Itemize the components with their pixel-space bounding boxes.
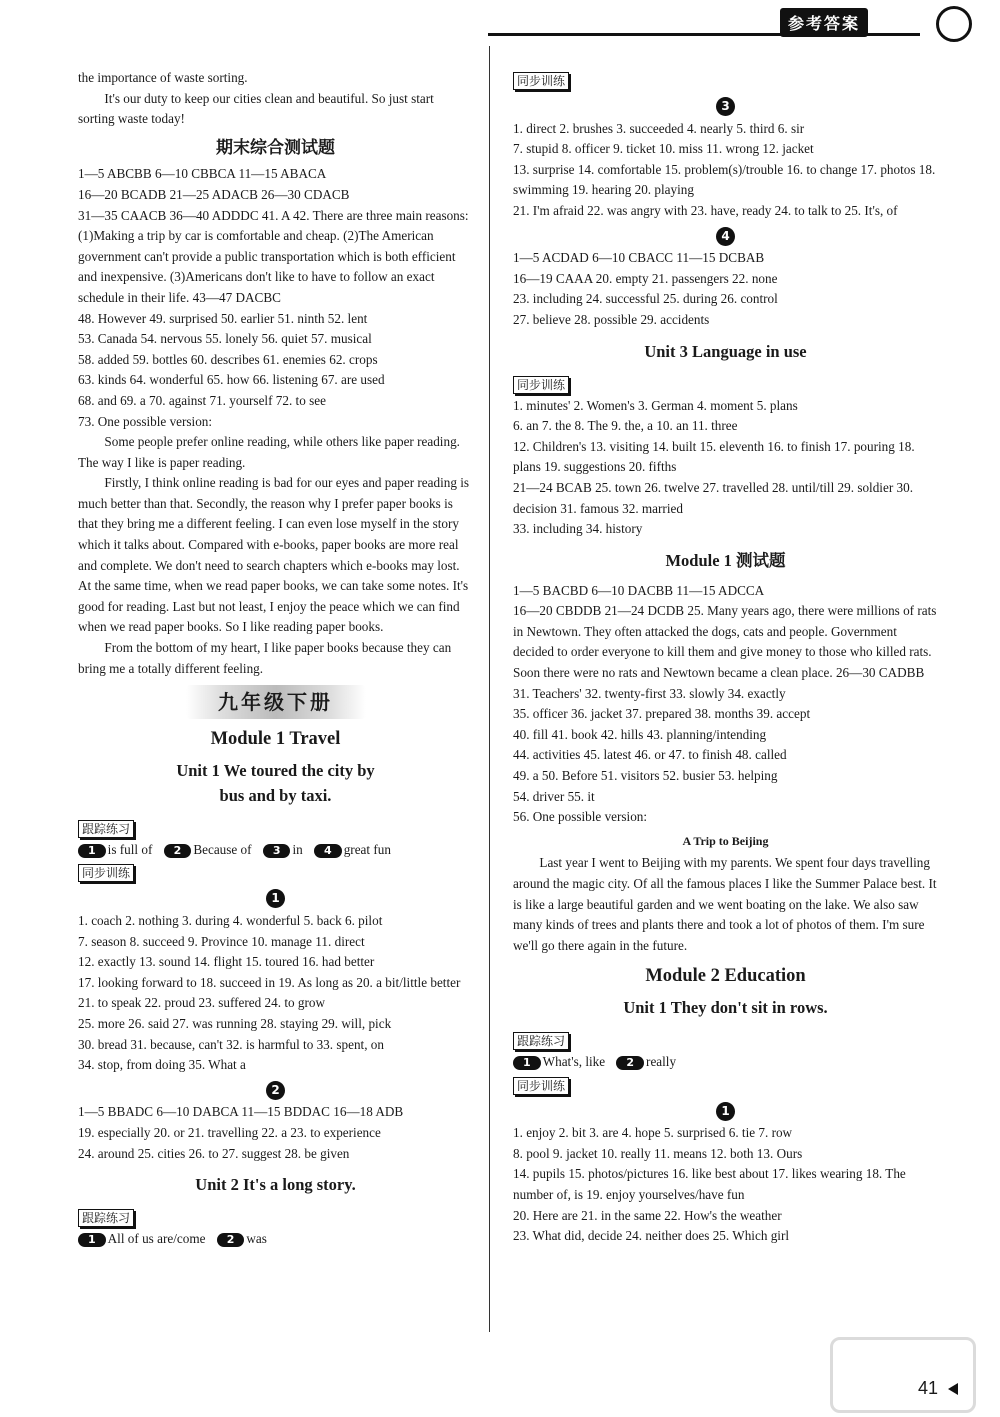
- answer-line: 1—5 BACBD 6—10 DACBB 11—15 ADCCA: [513, 582, 765, 598]
- intro-line: the importance of waste sorting.: [78, 70, 248, 85]
- answer-line: 30. bread 31. because, can't 32. is harmful to 33. spent, on: [78, 1036, 384, 1052]
- header-badge: [780, 6, 980, 40]
- module-test-title: Module 1 测试题: [665, 550, 786, 570]
- answer-line: 23. What did, decide 24. neither does 25. Which girl: [513, 1228, 790, 1244]
- answer-line: 49. a 50. Before 51. visitors 52. busier 53. helping: [513, 768, 778, 784]
- answer-text: What's, like: [542, 1053, 606, 1069]
- answer-text: in: [292, 841, 303, 857]
- track-practice-tag: 跟踪练习: [78, 1209, 134, 1227]
- essay-paragraph: Firstly, I think online reading is bad for our eyes and paper reading is much better than that. Secondly, the reason why I prefer paper books is that they bring me a different feeling. I can even lose myself in the story which it talks about. Compared with e-books, paper books are more real and complete. We don't need to search chapters which e-books may lost. At the same time, when we read paper books, we can take some notes. It's good for reading. Last but not least, I enjoy the peace which we can find when we read paper books. So I like reading paper books.: [78, 475, 470, 635]
- number-pill: 4: [314, 844, 342, 858]
- answer-line: 44. activities 45. latest 46. or 47. to finish 48. called: [513, 747, 787, 763]
- answer-text: really: [646, 1053, 677, 1069]
- track-answers: [78, 1229, 473, 1250]
- answer-text: All of us are/come: [107, 1231, 206, 1247]
- column-divider: [489, 46, 490, 1332]
- answer-line: 68. and 69. a 70. against 71. yourself 72. to see: [78, 392, 326, 408]
- answer-line: 1—5 ABCBB 6—10 CBBCA 11—15 ABACA: [78, 166, 327, 182]
- answer-line: 7. stupid 8. officer 9. ticket 10. miss 11. wrong 12. jacket: [513, 141, 814, 157]
- answer-line: 16—20 BCADB 21—25 ADACB 26—30 CDACB: [78, 186, 350, 202]
- answer-line: 12. Children's 13. visiting 14. built 15. eleventh 16. to finish 17. pouring 18. plans 19. suggestions 20. fifths: [513, 438, 915, 475]
- unit-title: Unit 1 They don't sit in rows.: [623, 997, 828, 1017]
- grade-banner: 九年级下册: [186, 685, 366, 719]
- answer-line: 14. pupils 15. photos/pictures 16. like best about 17. likes wearing 18. The number of, is 19. enjoy yourselves/have fun: [513, 1166, 906, 1202]
- section-number: [513, 1101, 938, 1122]
- track-answers: [78, 840, 473, 861]
- answer-line: 12. exactly 13. sound 14. flight 15. toured 16. had better: [78, 954, 375, 970]
- answer-line: 8. pool 9. jacket 10. really 11. means 12. both 13. Ours: [513, 1145, 803, 1161]
- answer-line: 54. driver 55. it: [513, 788, 595, 804]
- answer-text: Because of: [193, 841, 252, 857]
- answer-line: 63. kinds 64. wonderful 65. how 66. listening 67. are used: [78, 372, 385, 388]
- answer-line: 1—5 ACDAD 6—10 CBACC 11—15 DCBAB: [513, 250, 765, 266]
- answer-line: 56. One possible version:: [513, 809, 648, 825]
- number-pill: 3: [263, 844, 291, 858]
- circled-number: 1: [716, 1102, 735, 1121]
- answer-line: 21—24 BCAB 25. town 26. twelve 27. travelled 28. until/till 29. soldier 30. decision 31. famous 32. married: [513, 479, 913, 516]
- essay-paragraph: From the bottom of my heart, I like paper books because they can bring me a totally different feeling.: [78, 640, 452, 676]
- circled-number: 1: [266, 889, 285, 908]
- track-practice-tag: 跟踪练习: [513, 1032, 569, 1050]
- answer-line: 17. looking forward to 18. succeed in 19. As long as 20. a bit/little better 21. to speak 22. proud 23. suffered 24. to grow: [78, 974, 461, 1011]
- watermark-logo: [830, 1337, 976, 1413]
- left-column: [78, 68, 473, 1250]
- header-emblem-icon: [936, 6, 972, 42]
- answer-line: 58. added 59. bottles 60. describes 61. enemies 62. crops: [78, 351, 378, 367]
- unit-title-line: Unit 1 We toured the city by: [176, 760, 375, 780]
- answer-line: 73. One possible version:: [78, 413, 213, 429]
- essay-title: A Trip to Beijing: [682, 833, 769, 848]
- number-pill: 1: [78, 1233, 106, 1247]
- number-pill: 1: [78, 844, 106, 858]
- answer-line: 1. coach 2. nothing 3. during 4. wonderful 5. back 6. pilot: [78, 913, 383, 928]
- answer-line: 27. believe 28. possible 29. accidents: [513, 311, 710, 327]
- answer-line: 31—35 CAACB 36—40 ADDDC 41. A 42. There are three main reasons: (1)Making a trip by car is comfortable and cheap. (2)The American government can't provide a public transportation which is both efficient and inexpensive. (3)Americans don't like to have to follow an exact schedule in their life. 43—47 DACBC: [78, 207, 469, 305]
- page-number: 41: [917, 1378, 938, 1398]
- answer-line: 23. including 24. successful 25. during 26. control: [513, 291, 778, 307]
- sync-training-tag: 同步训练: [513, 72, 569, 90]
- arrow-left-icon: [948, 1383, 958, 1395]
- answer-line: 16—19 CAAA 20. empty 21. passengers 22. none: [513, 270, 778, 286]
- track-answers: [513, 1052, 938, 1073]
- sync-training-tag: 同步训练: [513, 376, 569, 394]
- circled-number: 3: [716, 97, 735, 116]
- unit-title: Unit 2 It's a long story.: [195, 1175, 356, 1195]
- answer-line: 21. I'm afraid 22. was angry with 23. have, ready 24. to talk to 25. It's, of: [513, 202, 898, 218]
- final-test-title: 期末综合测试题: [216, 137, 335, 158]
- right-column: [513, 68, 938, 1247]
- unit-title: [78, 758, 473, 808]
- sync-training-tag: 同步训练: [78, 864, 134, 882]
- answer-line: 7. season 8. succeed 9. Province 10. manage 11. direct: [78, 933, 365, 949]
- answer-line: 1—5 BBADC 6—10 DABCA 11—15 BDDAC 16—18 ADB: [78, 1104, 404, 1120]
- answer-line: 1. enjoy 2. bit 3. are 4. hope 5. surprised 6. tie 7. row: [513, 1125, 793, 1141]
- answer-line: 16—20 CBDDB 21—24 DCDB 25. Many years ago, there were millions of rats in Newtown. They often attacked the dogs, cats and people. Government decided to order everyone to kill them and give money to those who killed rats. Soon there were no rats and Newtown became a clean place. 26—30 CADBB: [513, 603, 937, 681]
- module-title: Module 1 Travel: [210, 729, 341, 750]
- section-number: [513, 226, 938, 247]
- module-title: Module 2 Education: [645, 966, 806, 987]
- answer-text: was: [246, 1231, 267, 1247]
- answer-line: 6. an 7. the 8. The 9. the, a 10. an 11. three: [513, 418, 738, 434]
- answer-line: 33. including 34. history: [513, 521, 643, 537]
- circled-number: 2: [266, 1081, 285, 1100]
- answer-line: 19. especially 20. or 21. travelling 22. a 23. to experience: [78, 1124, 381, 1140]
- intro-line: It's our duty to keep our cities clean and beautiful. So just start sorting waste today!: [78, 90, 434, 127]
- number-pill: 2: [217, 1233, 245, 1247]
- answer-key-label: 参考答案: [780, 8, 868, 37]
- answer-line: 24. around 25. cities 26. to 27. suggest 28. be given: [78, 1145, 350, 1161]
- essay-paragraph: Last year I went to Beijing with my parents. We spent four days travelling around the magic city. Of all the famous places I like the Summer Palace best. It is like a large beautiful garden and we went boating on the lake. We also saw many kinds of trees and plants there and took a lot of photos of them. I'm sure we'll go there again in the future.: [513, 855, 937, 953]
- answer-line: 35. officer 36. jacket 37. prepared 38. months 39. accept: [513, 706, 811, 722]
- number-pill: 2: [616, 1056, 644, 1070]
- answer-line: 40. fill 41. book 42. hills 43. planning/intending: [513, 726, 767, 742]
- answer-line: 1. minutes' 2. Women's 3. German 4. moment 5. plans: [513, 397, 798, 413]
- answer-text: great fun: [343, 841, 391, 857]
- answer-line: 1. direct 2. brushes 3. succeeded 4. nearly 5. third 6. sir: [513, 120, 805, 136]
- unit-title-line: bus and by taxi.: [219, 785, 332, 805]
- answer-line: 25. more 26. said 27. was running 28. staying 29. will, pick: [78, 1015, 392, 1031]
- essay-paragraph: Some people prefer online reading, while others like paper reading. The way I like is paper reading.: [78, 434, 460, 470]
- section-number: [78, 888, 473, 909]
- answer-line: 53. Canada 54. nervous 55. lonely 56. quiet 57. musical: [78, 331, 372, 347]
- answer-line: 31. Teachers' 32. twenty-first 33. slowly 34. exactly: [513, 685, 786, 701]
- answer-line: 48. However 49. surprised 50. earlier 51. ninth 52. lent: [78, 310, 368, 326]
- section-number: [78, 1080, 473, 1101]
- answer-line: 13. surprise 14. comfortable 15. problem(s)/trouble 16. to change 17. photos 18. swimming 19. hearing 20. playing: [513, 161, 936, 198]
- track-practice-tag: 跟踪练习: [78, 820, 134, 838]
- section-number: [513, 96, 938, 117]
- circled-number: 4: [716, 227, 735, 246]
- unit-title: Unit 3 Language in use: [644, 341, 807, 361]
- answer-line: 34. stop, from doing 35. What a: [78, 1057, 246, 1073]
- sync-training-tag: 同步训练: [513, 1077, 569, 1095]
- number-pill: 1: [513, 1056, 541, 1070]
- number-pill: 2: [164, 844, 192, 858]
- answer-line: 20. Here are 21. in the same 22. How's the weather: [513, 1207, 782, 1223]
- answer-text: is full of: [107, 841, 153, 857]
